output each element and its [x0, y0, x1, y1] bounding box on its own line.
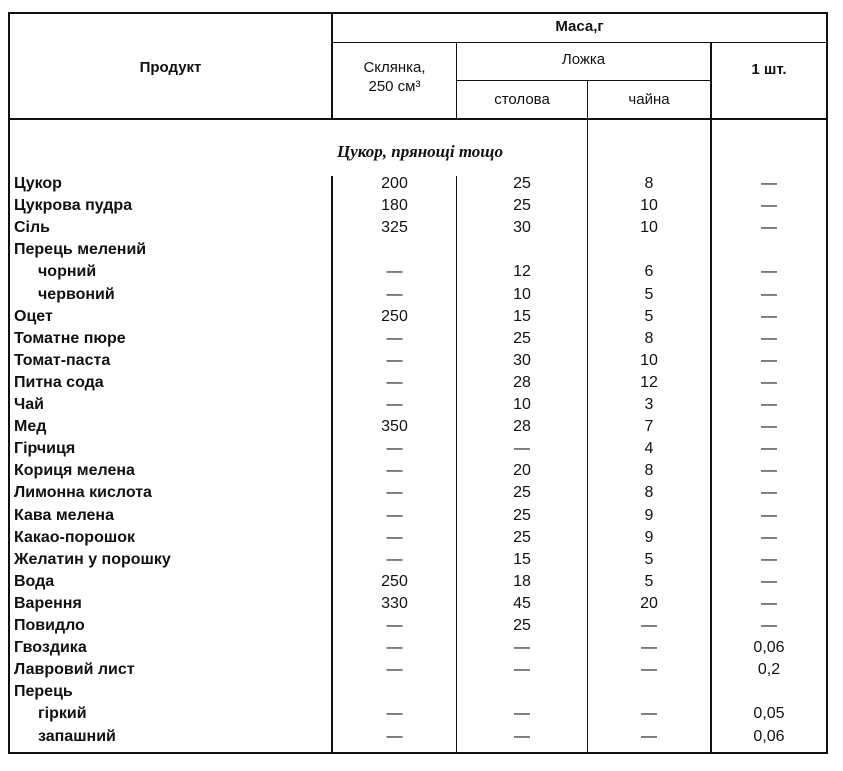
product-name: чорний — [38, 263, 97, 281]
tea-spoon-value: 8 — [644, 329, 654, 347]
product-name: Кава мелена — [14, 506, 114, 524]
header-mass: Маса,г — [555, 18, 604, 35]
table-row — [0, 549, 843, 571]
glass-value — [333, 681, 456, 703]
table-row — [0, 239, 843, 261]
glass-value: 250 — [381, 572, 408, 590]
product-name: Оцет — [14, 307, 53, 325]
table-spoon-value — [457, 239, 587, 261]
piece-value: — — [761, 617, 777, 634]
frame-top — [8, 12, 828, 14]
tea-spoon-value: 8 — [644, 484, 654, 502]
table-spoon-value: 25 — [513, 329, 531, 347]
piece-value: 0,06 — [753, 639, 785, 657]
product-name: запашний — [38, 727, 116, 745]
piece-value: — — [761, 396, 777, 413]
tea-spoon-value: — — [641, 661, 657, 679]
product-name: Повидло — [14, 617, 85, 634]
table-spoon-value: 20 — [513, 462, 531, 480]
frame-bottom — [8, 752, 828, 754]
tea-spoon-value: 20 — [640, 594, 658, 612]
piece-value: — — [761, 197, 777, 215]
table-row — [0, 372, 843, 394]
piece-value: 0,2 — [757, 661, 781, 679]
product-name: Гірчиця — [14, 440, 76, 458]
header-glass — [333, 58, 456, 96]
header-tea-spoon: чайна — [628, 91, 670, 108]
header-table-spoon: столова — [494, 91, 550, 108]
table-spoon-value — [457, 681, 587, 703]
glass-value: — — [386, 705, 403, 723]
product-name: гіркий — [38, 705, 87, 723]
product-name: Цукрова пудра — [14, 197, 133, 215]
product-name: Какао-порошок — [14, 528, 135, 546]
table-spoon-value: — — [514, 661, 530, 679]
tea-spoon-value — [588, 239, 710, 261]
tea-spoon-value: 5 — [644, 550, 654, 568]
header-glass-volume: 250 см³ — [368, 78, 421, 95]
product-name: Гвоздика — [14, 639, 87, 657]
product-name: Питна сода — [14, 373, 104, 391]
tea-spoon-value: — — [641, 617, 657, 634]
tea-spoon-value: 9 — [644, 528, 654, 546]
tea-spoon-value: 5 — [644, 285, 654, 303]
product-name: Перець — [14, 683, 73, 701]
table-spoon-value: 10 — [513, 396, 531, 413]
tea-spoon-value: 10 — [640, 197, 658, 215]
tea-spoon-value: 8 — [644, 175, 654, 192]
glass-value: — — [386, 550, 403, 568]
glass-value: — — [386, 617, 403, 634]
piece-value: — — [761, 440, 777, 458]
product-name: Чай — [14, 396, 44, 413]
glass-value: — — [386, 373, 403, 391]
glass-value: — — [386, 506, 403, 524]
tea-spoon-value: — — [641, 639, 657, 657]
table-spoon-value: 28 — [513, 373, 531, 391]
tea-spoon-value: 12 — [640, 373, 658, 391]
tea-spoon-value: 4 — [644, 440, 654, 458]
glass-value: — — [386, 396, 403, 413]
tea-spoon-value — [588, 681, 710, 703]
table-row — [0, 261, 843, 283]
glass-value: — — [386, 351, 403, 369]
header-mass-underline — [331, 42, 828, 43]
glass-value: — — [386, 462, 403, 480]
glass-value — [333, 239, 456, 261]
header-bottom-line — [8, 118, 828, 120]
table-row — [0, 703, 843, 725]
glass-value: 330 — [381, 594, 408, 612]
table-row — [0, 571, 843, 593]
glass-value: 250 — [381, 307, 408, 325]
piece-value: — — [761, 572, 777, 590]
glass-value: 350 — [381, 418, 408, 436]
product-name: Желатин у порошку — [14, 550, 171, 568]
piece-value — [712, 681, 826, 703]
tea-spoon-value: 6 — [644, 263, 654, 281]
product-name: червоний — [38, 285, 115, 303]
table-row — [0, 726, 843, 748]
table-spoon-value: 25 — [513, 197, 531, 215]
header-piece: 1 шт. — [751, 61, 787, 78]
product-name: Вода — [14, 572, 55, 590]
product-name: Цукор — [14, 175, 62, 192]
product-name: Томатне пюре — [14, 329, 126, 347]
table-spoon-value: 12 — [513, 263, 531, 281]
table-row — [0, 284, 843, 306]
table-spoon-value: 25 — [513, 484, 531, 502]
piece-value — [712, 239, 826, 261]
product-name: Кориця мелена — [14, 462, 135, 480]
table-row — [0, 306, 843, 328]
header-product: Продукт — [139, 59, 202, 76]
tea-spoon-value: 8 — [644, 462, 654, 480]
piece-value: — — [761, 462, 777, 480]
table-row — [0, 659, 843, 681]
tea-spoon-value: 5 — [644, 572, 654, 590]
piece-value: — — [761, 285, 777, 303]
glass-value: 325 — [381, 219, 408, 237]
table-spoon-value: 25 — [513, 528, 531, 546]
tea-spoon-value: 10 — [640, 219, 658, 237]
tea-spoon-value: 5 — [644, 307, 654, 325]
glass-value: 180 — [381, 197, 408, 215]
table-row — [0, 615, 843, 637]
table-spoon-value: 18 — [513, 572, 531, 590]
table-row — [0, 527, 843, 549]
table-row — [0, 460, 843, 482]
table-spoon-value: 10 — [513, 285, 531, 303]
piece-value: — — [761, 528, 777, 546]
table-spoon-value: — — [514, 727, 530, 745]
header-spoon: Ложка — [561, 51, 606, 68]
product-name: Мед — [14, 418, 47, 436]
piece-value: — — [761, 351, 777, 369]
product-name: Лавровий лист — [14, 661, 135, 679]
table-spoon-value: 25 — [513, 175, 531, 192]
piece-value: — — [761, 373, 777, 391]
table-row — [0, 394, 843, 416]
piece-value: — — [761, 484, 777, 502]
piece-value: — — [761, 263, 777, 281]
table-spoon-value: 30 — [513, 219, 531, 237]
piece-value: — — [761, 594, 777, 612]
table-spoon-value: 15 — [513, 550, 531, 568]
table-spoon-value: 30 — [513, 351, 531, 369]
piece-value: 0,06 — [753, 727, 785, 745]
table-row — [0, 328, 843, 350]
header-spoon-underline — [456, 80, 711, 81]
table-spoon-value: — — [514, 440, 530, 458]
table-row — [0, 505, 843, 527]
table-row — [0, 173, 843, 195]
piece-value: — — [761, 329, 777, 347]
product-name: Варення — [14, 594, 82, 612]
product-name: Перець мелений — [14, 241, 147, 259]
tea-spoon-value: 3 — [644, 396, 654, 413]
table-spoon-value: — — [514, 639, 530, 657]
piece-value: — — [761, 219, 777, 237]
table-row — [0, 681, 843, 703]
section-title: Цукор, прянощі тощо — [337, 142, 503, 161]
table-row — [0, 637, 843, 659]
product-name: Лимонна кислота — [14, 484, 152, 502]
table-spoon-value: 15 — [513, 307, 531, 325]
table-row — [0, 482, 843, 504]
table-spoon-value: 28 — [513, 418, 531, 436]
table-spoon-value: 25 — [513, 506, 531, 524]
glass-value: — — [386, 285, 403, 303]
table-row — [0, 350, 843, 372]
glass-value: — — [386, 727, 403, 745]
tea-spoon-value: 10 — [640, 351, 658, 369]
glass-value: 200 — [381, 175, 408, 192]
glass-value: — — [386, 528, 403, 546]
glass-value: — — [386, 329, 403, 347]
tea-spoon-value: — — [641, 705, 657, 723]
table-spoon-value: 25 — [513, 617, 531, 634]
table-row — [0, 438, 843, 460]
tea-spoon-value: 9 — [644, 506, 654, 524]
piece-value: — — [761, 418, 777, 436]
table-row — [0, 593, 843, 615]
table-row — [0, 416, 843, 438]
header-glass-label: Склянка, — [363, 59, 426, 76]
glass-value: — — [386, 484, 403, 502]
product-name: Томат-паста — [14, 351, 111, 369]
glass-value: — — [386, 440, 403, 458]
piece-value: — — [761, 307, 777, 325]
table-spoon-value: — — [514, 705, 530, 723]
glass-value: — — [386, 639, 403, 657]
piece-value: — — [761, 175, 777, 192]
table-spoon-value: 45 — [513, 594, 531, 612]
product-name: Сіль — [14, 219, 50, 237]
table-row — [0, 195, 843, 217]
glass-value: — — [386, 263, 403, 281]
piece-value: 0,05 — [753, 705, 785, 723]
table-row — [0, 217, 843, 239]
glass-value: — — [386, 661, 403, 679]
piece-value: — — [761, 506, 777, 524]
tea-spoon-value: 7 — [644, 418, 654, 436]
header-divider-piece — [710, 42, 712, 120]
piece-value: — — [761, 550, 777, 568]
tea-spoon-value: — — [641, 727, 657, 745]
